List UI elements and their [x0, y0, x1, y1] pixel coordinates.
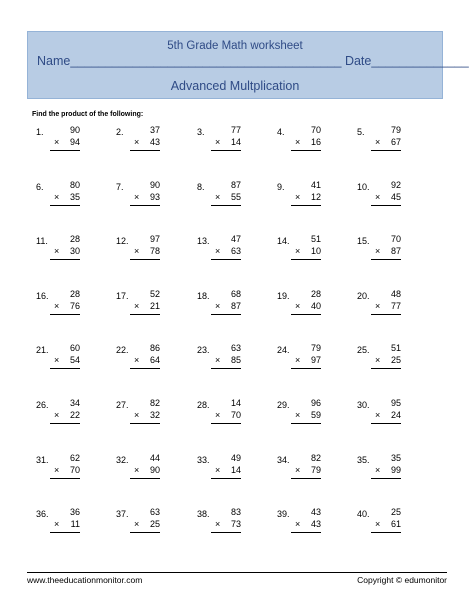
multiplier-row — [215, 410, 241, 421]
multiplicand: 14 — [230, 398, 241, 408]
multiplicand: 60 — [69, 343, 80, 353]
problem-number: 19. — [277, 291, 290, 301]
times-sign: × — [375, 301, 381, 311]
multiplier: 45 — [390, 192, 401, 202]
multiplier: 76 — [69, 301, 80, 311]
times-sign: × — [375, 465, 381, 475]
multiplier: 97 — [310, 355, 321, 365]
multiplicand: 82 — [310, 453, 321, 463]
math-problem — [197, 509, 257, 559]
problem-number: 6. — [36, 182, 44, 192]
problem-number: 18. — [197, 291, 210, 301]
answer-line — [371, 368, 401, 369]
answer-line — [211, 150, 241, 151]
multiplicand: 92 — [390, 180, 401, 190]
problem-number: 20. — [357, 291, 370, 301]
multiplier-row — [54, 192, 80, 203]
multiplier: 43 — [310, 519, 321, 529]
multiplier: 70 — [230, 410, 241, 420]
answer-line — [50, 314, 80, 315]
math-problem — [36, 182, 96, 232]
answer-line — [211, 532, 241, 533]
problem-number: 8. — [197, 182, 205, 192]
multiplier-row — [215, 301, 241, 312]
multiplier-row — [375, 246, 401, 257]
multiplicand: 70 — [390, 234, 401, 244]
answer-line — [50, 423, 80, 424]
multiplier-row — [54, 301, 80, 312]
times-sign: × — [375, 519, 381, 529]
multiplier-row — [54, 410, 80, 421]
problem-number: 26. — [36, 400, 49, 410]
problem-number: 28. — [197, 400, 210, 410]
answer-line — [130, 423, 160, 424]
instructions: Find the product of the following: — [32, 111, 144, 118]
multiplier: 32 — [149, 410, 160, 420]
multiplicand: 48 — [390, 289, 401, 299]
math-problem — [36, 291, 96, 341]
answer-line — [211, 423, 241, 424]
multiplier: 94 — [69, 137, 80, 147]
answer-line — [291, 478, 321, 479]
problem-number: 15. — [357, 236, 370, 246]
problem-number: 7. — [116, 182, 124, 192]
multiplicand: 77 — [230, 125, 241, 135]
multiplier-row — [375, 465, 401, 476]
multiplier: 85 — [230, 355, 241, 365]
problem-number: 33. — [197, 455, 210, 465]
math-problem — [36, 345, 96, 395]
answer-line — [291, 205, 321, 206]
multiplier: 54 — [69, 355, 80, 365]
times-sign: × — [134, 246, 140, 256]
math-problem — [357, 127, 417, 177]
problem-number: 35. — [357, 455, 370, 465]
answer-line — [50, 478, 80, 479]
problem-number: 27. — [116, 400, 129, 410]
math-problem — [36, 236, 96, 286]
answer-line — [50, 532, 80, 533]
answer-line — [130, 478, 160, 479]
problem-number: 4. — [277, 127, 285, 137]
problem-number: 13. — [197, 236, 210, 246]
math-problem — [36, 127, 96, 177]
times-sign: × — [375, 137, 381, 147]
multiplicand: 28 — [69, 234, 80, 244]
answer-line — [371, 423, 401, 424]
math-problem — [116, 291, 176, 341]
times-sign: × — [54, 246, 60, 256]
problem-number: 2. — [116, 127, 124, 137]
multiplier-row — [375, 355, 401, 366]
multiplier: 59 — [310, 410, 321, 420]
multiplier-row — [295, 519, 321, 530]
times-sign: × — [215, 465, 221, 475]
math-problem — [277, 400, 337, 450]
answer-line — [371, 532, 401, 533]
multiplicand: 44 — [149, 453, 160, 463]
times-sign: × — [134, 355, 140, 365]
multiplicand: 51 — [310, 234, 321, 244]
multiplier: 25 — [390, 355, 401, 365]
times-sign: × — [134, 410, 140, 420]
multiplier-row — [375, 410, 401, 421]
answer-line — [130, 314, 160, 315]
multiplier-row — [375, 137, 401, 148]
problem-number: 32. — [116, 455, 129, 465]
multiplier-row — [54, 137, 80, 148]
times-sign: × — [375, 355, 381, 365]
multiplier: 87 — [390, 246, 401, 256]
multiplicand: 83 — [230, 507, 241, 517]
multiplicand: 43 — [310, 507, 321, 517]
problem-number: 29. — [277, 400, 290, 410]
problem-number: 17. — [116, 291, 129, 301]
math-problem — [116, 509, 176, 559]
times-sign: × — [134, 519, 140, 529]
math-problem — [36, 400, 96, 450]
multiplier: 63 — [230, 246, 241, 256]
times-sign: × — [215, 246, 221, 256]
math-problem — [197, 291, 257, 341]
multiplier: 10 — [310, 246, 321, 256]
multiplier-row — [134, 410, 160, 421]
multiplicand: 86 — [149, 343, 160, 353]
times-sign: × — [295, 519, 301, 529]
multiplier: 79 — [310, 465, 321, 475]
multiplicand: 28 — [69, 289, 80, 299]
times-sign: × — [375, 192, 381, 202]
math-problem — [36, 455, 96, 505]
problem-number: 22. — [116, 345, 129, 355]
multiplicand: 80 — [69, 180, 80, 190]
multiplier: 21 — [149, 301, 160, 311]
problem-number: 34. — [277, 455, 290, 465]
multiplier-row — [54, 355, 80, 366]
answer-line — [291, 314, 321, 315]
footer-website: www.theeducationmonitor.com — [27, 575, 143, 585]
answer-line — [291, 532, 321, 533]
answer-line — [291, 150, 321, 151]
name-date-line: Name_______________________________________ Date______________ — [37, 54, 469, 68]
math-problem — [116, 455, 176, 505]
multiplier-row — [134, 355, 160, 366]
multiplier-row — [54, 519, 80, 530]
multiplier: 93 — [149, 192, 160, 202]
multiplier: 70 — [69, 465, 80, 475]
answer-line — [211, 368, 241, 369]
times-sign: × — [54, 137, 60, 147]
times-sign: × — [54, 465, 60, 475]
multiplicand: 34 — [69, 398, 80, 408]
multiplicand: 90 — [149, 180, 160, 190]
problem-number: 5. — [357, 127, 365, 137]
problem-number: 1. — [36, 127, 44, 137]
multiplicand: 79 — [310, 343, 321, 353]
math-problem — [197, 400, 257, 450]
answer-line — [50, 259, 80, 260]
problem-number: 38. — [197, 509, 210, 519]
multiplier-row — [215, 192, 241, 203]
multiplier-row — [295, 137, 321, 148]
multiplier: 25 — [149, 519, 160, 529]
problem-number: 25. — [357, 345, 370, 355]
problem-number: 23. — [197, 345, 210, 355]
problem-number: 39. — [277, 509, 290, 519]
multiplicand: 62 — [69, 453, 80, 463]
multiplier: 22 — [69, 410, 80, 420]
times-sign: × — [295, 137, 301, 147]
answer-line — [371, 478, 401, 479]
answer-line — [291, 368, 321, 369]
problem-number: 3. — [197, 127, 205, 137]
footer-divider — [27, 572, 447, 573]
math-problem — [197, 182, 257, 232]
multiplicand: 52 — [149, 289, 160, 299]
multiplicand: 68 — [230, 289, 241, 299]
math-problem — [277, 182, 337, 232]
answer-line — [50, 368, 80, 369]
times-sign: × — [295, 465, 301, 475]
multiplier: 14 — [230, 137, 241, 147]
multiplier-row — [295, 192, 321, 203]
problem-number: 21. — [36, 345, 49, 355]
math-problem — [197, 236, 257, 286]
problem-number: 12. — [116, 236, 129, 246]
problem-number: 14. — [277, 236, 290, 246]
multiplier: 90 — [149, 465, 160, 475]
problem-number: 24. — [277, 345, 290, 355]
multiplier-row — [375, 192, 401, 203]
times-sign: × — [134, 137, 140, 147]
answer-line — [371, 259, 401, 260]
times-sign: × — [215, 137, 221, 147]
multiplier: 40 — [310, 301, 321, 311]
multiplier-row — [134, 519, 160, 530]
math-problem — [357, 455, 417, 505]
answer-line — [291, 259, 321, 260]
times-sign: × — [295, 410, 301, 420]
multiplier: 99 — [390, 465, 401, 475]
times-sign: × — [54, 301, 60, 311]
times-sign: × — [295, 355, 301, 365]
multiplier: 43 — [149, 137, 160, 147]
multiplier: 24 — [390, 410, 401, 420]
math-problem — [357, 345, 417, 395]
multiplier-row — [215, 137, 241, 148]
multiplier-row — [295, 246, 321, 257]
times-sign: × — [54, 410, 60, 420]
multiplier-row — [215, 246, 241, 257]
math-problem — [277, 291, 337, 341]
multiplicand: 36 — [69, 507, 80, 517]
math-problem — [116, 182, 176, 232]
answer-line — [211, 314, 241, 315]
answer-line — [130, 368, 160, 369]
math-problem — [277, 236, 337, 286]
answer-line — [130, 205, 160, 206]
multiplier-row — [375, 519, 401, 530]
multiplicand: 87 — [230, 180, 241, 190]
multiplicand: 95 — [390, 398, 401, 408]
math-problem — [197, 455, 257, 505]
times-sign: × — [134, 192, 140, 202]
problem-number: 31. — [36, 455, 49, 465]
multiplier-row — [295, 355, 321, 366]
multiplicand: 97 — [149, 234, 160, 244]
math-problem — [116, 345, 176, 395]
problem-number: 40. — [357, 509, 370, 519]
times-sign: × — [54, 519, 60, 529]
multiplier: 87 — [230, 301, 241, 311]
multiplier-row — [134, 137, 160, 148]
multiplicand: 63 — [149, 507, 160, 517]
multiplier: 67 — [390, 137, 401, 147]
worksheet-header — [27, 31, 469, 99]
worksheet-subtitle: Advanced Multplication — [170, 79, 300, 93]
multiplicand: 37 — [149, 125, 160, 135]
multiplier-row — [375, 301, 401, 312]
times-sign: × — [134, 465, 140, 475]
problem-number: 10. — [357, 182, 370, 192]
math-problem — [116, 127, 176, 177]
multiplicand: 96 — [310, 398, 321, 408]
times-sign: × — [295, 192, 301, 202]
answer-line — [130, 259, 160, 260]
multiplicand: 47 — [230, 234, 241, 244]
math-problem — [357, 236, 417, 286]
times-sign: × — [375, 246, 381, 256]
multiplicand: 41 — [310, 180, 321, 190]
times-sign: × — [134, 301, 140, 311]
multiplier: 30 — [69, 246, 80, 256]
multiplier-row — [134, 192, 160, 203]
times-sign: × — [215, 192, 221, 202]
math-problem — [277, 127, 337, 177]
multiplicand: 82 — [149, 398, 160, 408]
times-sign: × — [295, 246, 301, 256]
times-sign: × — [215, 410, 221, 420]
worksheet-title: 5th Grade Math worksheet — [167, 40, 303, 52]
multiplier-row — [215, 355, 241, 366]
multiplicand: 49 — [230, 453, 241, 463]
math-problem — [116, 236, 176, 286]
multiplier: 35 — [69, 192, 80, 202]
multiplicand: 28 — [310, 289, 321, 299]
math-problem — [197, 345, 257, 395]
times-sign: × — [215, 301, 221, 311]
answer-line — [211, 259, 241, 260]
multiplier: 64 — [149, 355, 160, 365]
multiplier: 14 — [230, 465, 241, 475]
problem-number: 37. — [116, 509, 129, 519]
answer-line — [211, 205, 241, 206]
math-problem — [197, 127, 257, 177]
times-sign: × — [375, 410, 381, 420]
math-problem — [357, 400, 417, 450]
multiplier-row — [295, 410, 321, 421]
times-sign: × — [295, 301, 301, 311]
math-problem — [277, 455, 337, 505]
multiplier: 11 — [70, 519, 80, 529]
math-problem — [277, 509, 337, 559]
answer-line — [50, 205, 80, 206]
multiplier: 73 — [230, 519, 241, 529]
times-sign: × — [54, 192, 60, 202]
multiplier-row — [215, 465, 241, 476]
math-problem — [357, 291, 417, 341]
multiplier-row — [134, 301, 160, 312]
multiplier-row — [295, 301, 321, 312]
multiplier: 61 — [390, 519, 401, 529]
answer-line — [211, 478, 241, 479]
multiplicand: 79 — [390, 125, 401, 135]
problem-number: 30. — [357, 400, 370, 410]
multiplier-row — [215, 519, 241, 530]
answer-line — [130, 532, 160, 533]
multiplicand: 70 — [310, 125, 321, 135]
multiplier: 55 — [230, 192, 241, 202]
math-problem — [36, 509, 96, 559]
multiplier-row — [134, 246, 160, 257]
footer-copyright: Copyright © edumonitor — [357, 575, 447, 585]
times-sign: × — [215, 355, 221, 365]
multiplicand: 90 — [69, 125, 80, 135]
multiplier-row — [295, 465, 321, 476]
multiplier: 77 — [390, 301, 401, 311]
multiplier: 78 — [149, 246, 160, 256]
multiplier-row — [54, 246, 80, 257]
multiplicand: 63 — [230, 343, 241, 353]
multiplier-row — [54, 465, 80, 476]
answer-line — [371, 150, 401, 151]
math-problem — [357, 182, 417, 232]
multiplicand: 35 — [390, 453, 401, 463]
problem-number: 16. — [36, 291, 49, 301]
multiplier: 12 — [310, 192, 321, 202]
answer-line — [291, 423, 321, 424]
answer-line — [130, 150, 160, 151]
math-problem — [357, 509, 417, 559]
answer-line — [50, 150, 80, 151]
multiplier: 16 — [310, 137, 321, 147]
answer-line — [371, 205, 401, 206]
problem-number: 36. — [36, 509, 49, 519]
math-problem — [277, 345, 337, 395]
times-sign: × — [215, 519, 221, 529]
answer-line — [371, 314, 401, 315]
problem-number: 11. — [36, 236, 48, 246]
problem-number: 9. — [277, 182, 285, 192]
math-problem — [116, 400, 176, 450]
times-sign: × — [54, 355, 60, 365]
multiplier-row — [134, 465, 160, 476]
multiplicand: 25 — [390, 507, 401, 517]
multiplicand: 51 — [390, 343, 401, 353]
